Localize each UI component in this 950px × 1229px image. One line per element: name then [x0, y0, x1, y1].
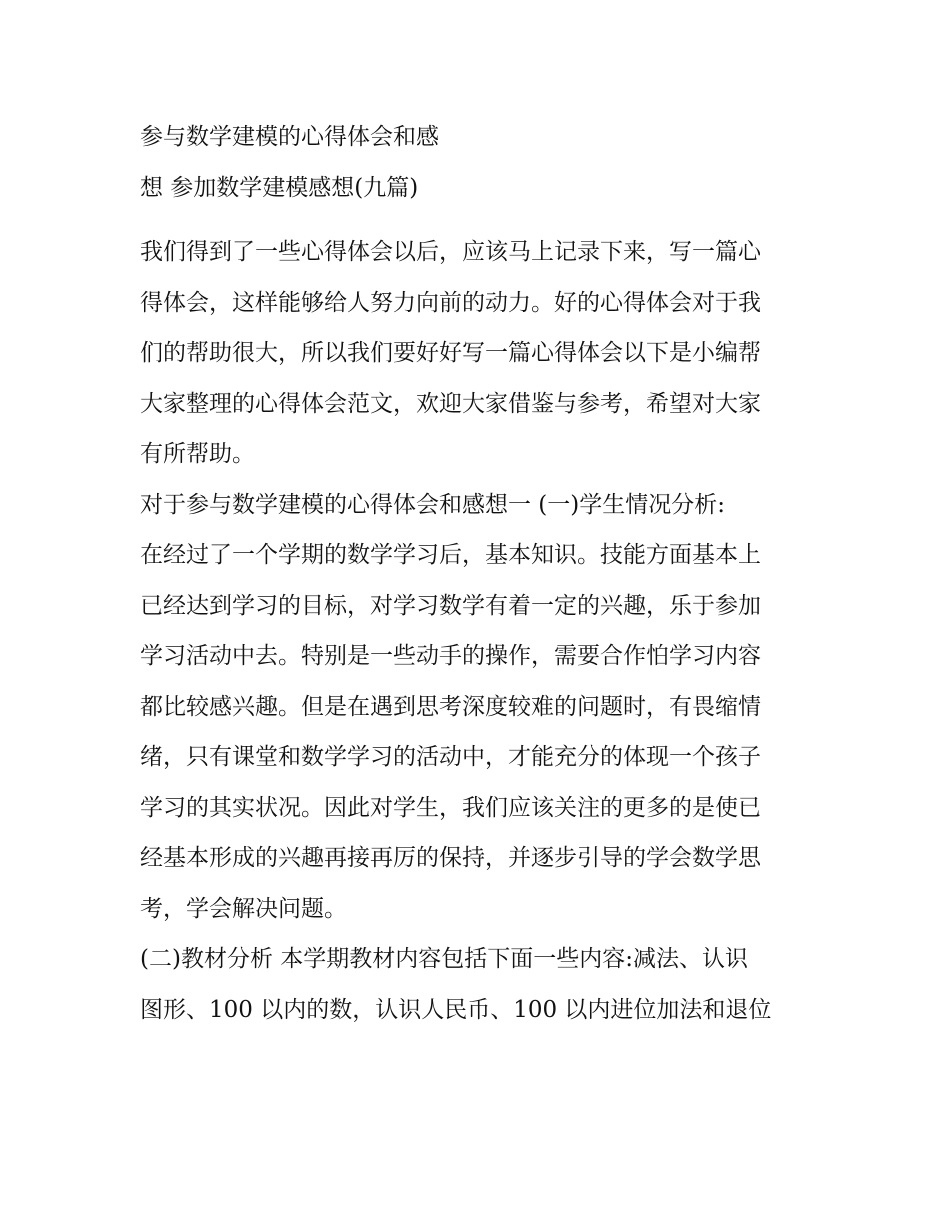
text-line: 我们得到了一些心得体会以后，应该马上记录下来，写一篇心	[140, 239, 761, 265]
text-line: 经基本形成的兴趣再接再厉的保持，并逐步引导的学会数学思	[140, 845, 761, 871]
text-line: 学习的其实状况。因此对学生，我们应该关注的更多的是使已	[140, 794, 761, 821]
paragraph-section-heading	[140, 480, 812, 531]
text-line: 考，学会解决问题。	[140, 895, 347, 922]
text-line: 们的帮助很大，所以我们要好好写一篇心得体会以下是小编帮	[140, 340, 761, 366]
text-line: 有所帮助。	[140, 441, 255, 467]
text-line: (二)教材分析 本学期教材内容包括下面一些内容:减法、认识	[140, 946, 749, 972]
document-title	[140, 112, 812, 213]
paragraph-intro	[140, 227, 812, 480]
text-line: 得体会，这样能够给人努力向前的动力。好的心得体会对于我	[140, 289, 761, 316]
text-line: 都比较感兴趣。但是在遇到思考深度较难的问题时，有畏缩情	[140, 693, 761, 720]
text-line: 对于参与数学建模的心得体会和感想一 (一)学生情况分析:	[140, 491, 726, 518]
text-line: 学习活动中去。特别是一些动手的操作，需要合作怕学习内容	[140, 643, 761, 669]
text-line: 图形、100 以内的数，认识人民币、100 以内进位加法和退位	[140, 996, 772, 1023]
text-line: 绪，只有课堂和数学学习的活动中，才能充分的体现一个孩子	[140, 744, 761, 770]
text-line: 大家整理的心得体会范文，欢迎大家借鉴与参考，希望对大家	[140, 390, 761, 417]
title-line-2: 想 参加数学建模感想(九篇)	[140, 174, 419, 201]
text-line: 已经达到学习的目标，对学习数学有着一定的兴趣，乐于参加	[140, 592, 761, 619]
paragraph-textbook-analysis	[140, 934, 812, 1035]
document-page	[140, 112, 812, 1035]
document-body	[140, 227, 812, 1035]
title-line-1: 参与数学建模的心得体会和感	[140, 124, 439, 150]
paragraph-student-analysis	[140, 530, 812, 934]
text-line: 在经过了一个学期的数学学习后，基本知识。技能方面基本上	[140, 542, 761, 568]
